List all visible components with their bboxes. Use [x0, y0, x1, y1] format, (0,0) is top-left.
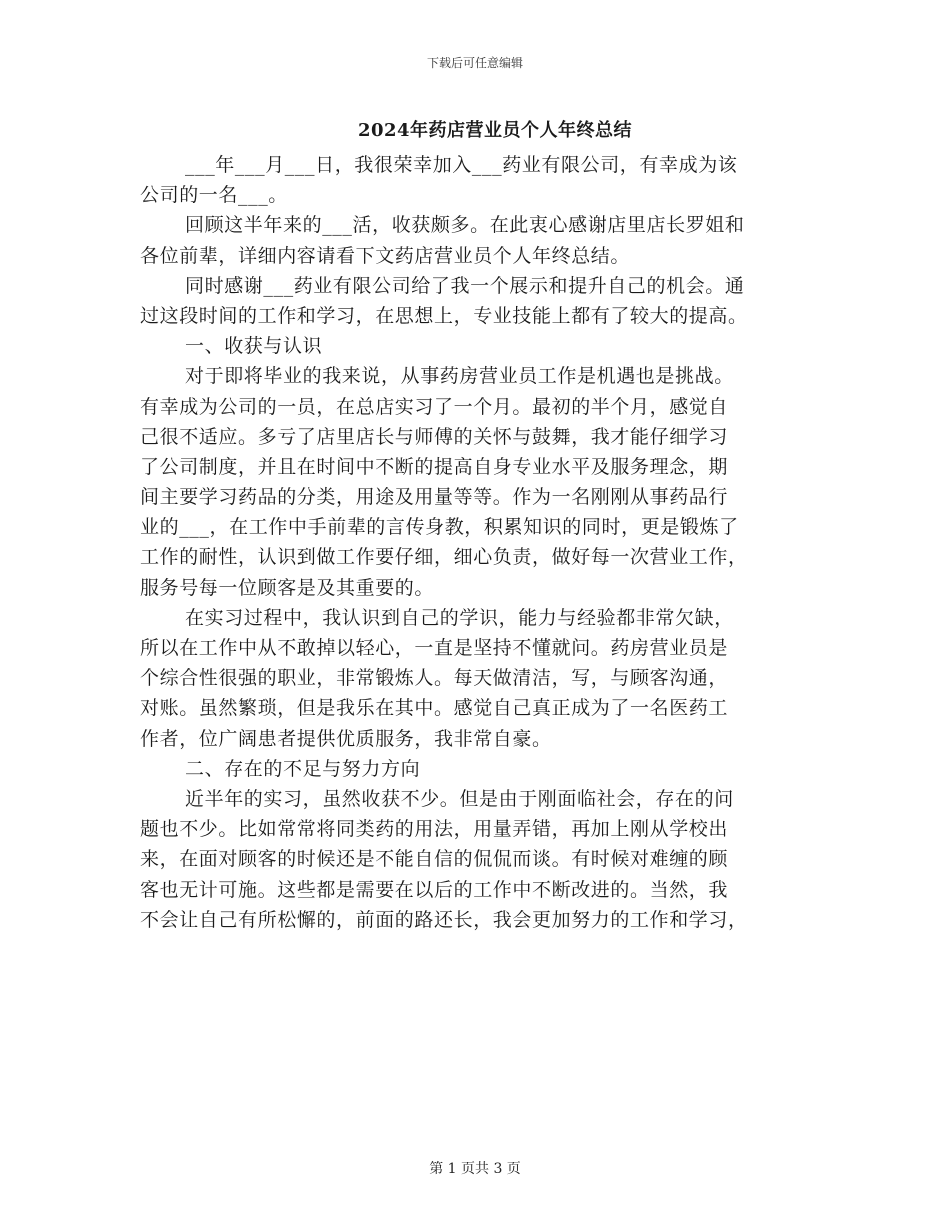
text-line: 一、收获与认识: [185, 335, 323, 358]
text-line: 近半年的实习，虽然收获不少。但是由于刚面临社会，存在的问: [185, 787, 734, 810]
document-title: 2024年药店营业员个人年终总结: [357, 120, 633, 141]
text-line: 过这段时间的工作和学习，在思想上，专业技能上都有了较大的提高。: [140, 304, 748, 327]
text-line: 来，在面对顾客的时候还是不能自信的侃侃而谈。有时候对难缠的顾: [140, 848, 729, 871]
text-line: 在实习过程中，我认识到自己的学识，能力与经验都非常欠缺，: [185, 606, 734, 629]
text-line: 有幸成为公司的一员，在总店实习了一个月。最初的半个月，感觉自: [140, 395, 729, 418]
header-note: 下载后可任意编辑: [426, 56, 523, 70]
text-line: 己很不适应。多亏了店里店长与师傅的关怀与鼓舞，我才能仔细学习: [140, 425, 729, 448]
text-line: 间主要学习药品的分类，用途及用量等等。作为一名刚刚从事药品行: [140, 486, 729, 509]
text-line: 业的___，在工作中手前辈的言传身教，积累知识的同时，更是锻炼了: [140, 516, 739, 539]
text-line: 了公司制度，并且在时间中不断的提高自身专业水平及服务理念，期: [140, 455, 729, 478]
text-line: 个综合性很强的职业，非常锻炼人。每天做清洁，写，与顾客沟通，: [140, 667, 729, 690]
text-line: 服务号每一位顾客是及其重要的。: [140, 576, 435, 599]
text-line: 工作的耐性，认识到做工作要仔细，细心负责，做好每一次营业工作，: [140, 546, 748, 569]
text-line: 对于即将毕业的我来说，从事药房营业员工作是机遇也是挑战。: [185, 365, 734, 388]
document-body: [140, 150, 808, 935]
text-line: 二、存在的不足与努力方向: [185, 757, 421, 780]
text-line: 客也无计可施。这些都是需要在以后的工作中不断改进的。当然，我: [140, 878, 729, 901]
text-line: 公司的一名___。: [140, 184, 288, 207]
text-line: 回顾这半年来的___活，收获颇多。在此衷心感谢店里店长罗姐和: [185, 214, 745, 237]
text-line: ___年___月___日，我很荣幸加入___药业有限公司，有幸成为该: [185, 154, 738, 176]
page-number: 第 1 页共 3 页: [429, 1161, 521, 1177]
text-line: 所以在工作中从不敢掉以轻心，一直是坚持不懂就问。药房营业员是: [140, 637, 729, 659]
text-line: 题也不少。比如常常将同类药的用法，用量弄错，再加上刚从学校出: [140, 818, 729, 841]
text-line: 对账。虽然繁琐，但是我乐在其中。感觉自己真正成为了一名医药工: [140, 697, 729, 720]
text-line: 各位前辈，详细内容请看下文药店营业员个人年终总结。: [140, 244, 631, 267]
text-line: 不会让自己有所松懈的，前面的路还长，我会更加努力的工作和学习，: [140, 908, 748, 931]
text-line: 作者，位广阔患者提供优质服务，我非常自豪。: [140, 727, 552, 750]
text-line: 同时感谢___药业有限公司给了我一个展示和提升自己的机会。通: [185, 274, 745, 297]
